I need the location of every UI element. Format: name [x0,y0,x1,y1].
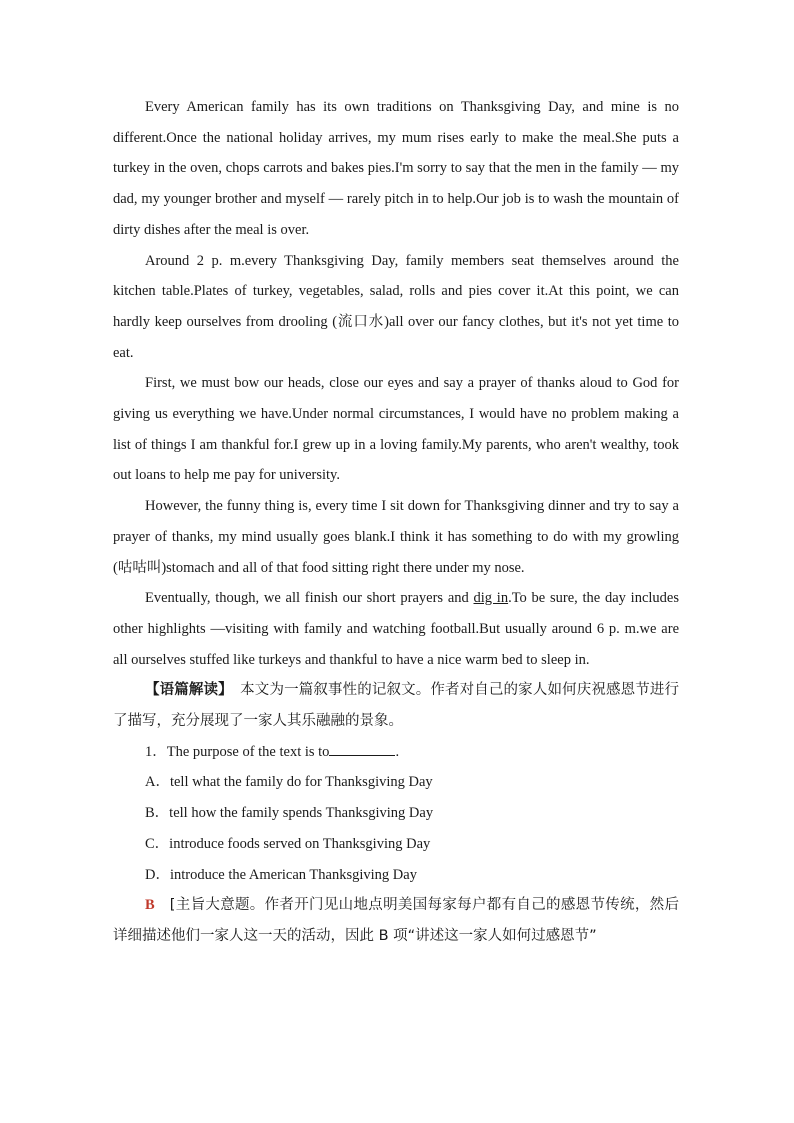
option-c: C．introduce foods served on Thanksgiving Day [145,835,431,852]
question-stem [113,737,679,768]
answer-explanation-text: [主旨大意题。作者开门见山地点明美国每家每户都有自己的感恩节传统，然后详细描述他们一家人这一天的活动，因此 B 项“讲述这一家人如何过感恩节” [113,897,679,944]
p5-text-before: Eventually, though, we all finish our short prayers and [145,590,474,607]
underlined-phrase: dig in [473,590,509,607]
question-stem-text: 1．The purpose of the text is to [145,743,330,760]
passage-paragraph-4: However, the funny thing is, every time I sit down for Thanksgiving dinner and try to say a prayer of thanks, my mind usually goes blank.I think it has something to do with my growling (咕咕叫)stomach and all of that food sitting right there under my nose. [113,498,679,576]
reading-analysis [113,675,679,736]
passage-paragraph-5 [113,583,679,675]
option-d: D．introduce the American Thanksgiving Day [145,866,417,883]
document-page [113,92,679,952]
answer-blank [329,741,395,756]
answer-letter: B [145,897,155,914]
passage-paragraph-1: Every American family has its own traditions on Thanksgiving Day, and mine is no different.Once the national holiday arrives, my mum rises early to make the meal.She puts a turkey in the oven, chops carrots and bakes pies.I'm sorry to say that the men in the family — my dad, my younger brother and myself — rarely pitch in to help.Our job is to wash the mountain of dirty dishes after the meal is over. [113,99,679,238]
passage-paragraph-2: Around 2 p. m.every Thanksgiving Day, family members seat themselves around the kitchen table.Plates of turkey, vegetables, salad, rolls and pies cover it.At this point, we can hardly keep ourselves from drooling (流口水)all over our fancy clothes, but it's not yet time to eat. [113,252,679,361]
reading-analysis-tag: 【语篇解读】 [145,682,226,699]
question-stem-end: . [395,743,400,760]
option-b: B．tell how the family spends Thanksgiving Day [145,805,434,822]
p5-text-after: .To be sure, the day includes other highlights —visiting with family and watching football.But usually around 6 p. m.we are all ourselves stuffed like turkeys and thankful to have a nice warm bed to sleep in. [113,590,679,668]
option-a: A．tell what the family do for Thanksgiving Day [145,774,433,791]
reading-analysis-text: 本文为一篇叙事性的记叙文。作者对自己的家人如何庆祝感恩节进行了描写，充分展现了一家人其乐融融的景象。 [113,682,680,730]
answer-explanation [113,890,679,951]
passage-paragraph-3: First, we must bow our heads, close our eyes and say a prayer of thanks aloud to God for giving us everything we have.Under normal circumstances, I would have no problem making a list of things I am thankful for.I grew up in a loving family.My parents, who aren't wealthy, took out loans to help me pay for university. [113,375,679,484]
